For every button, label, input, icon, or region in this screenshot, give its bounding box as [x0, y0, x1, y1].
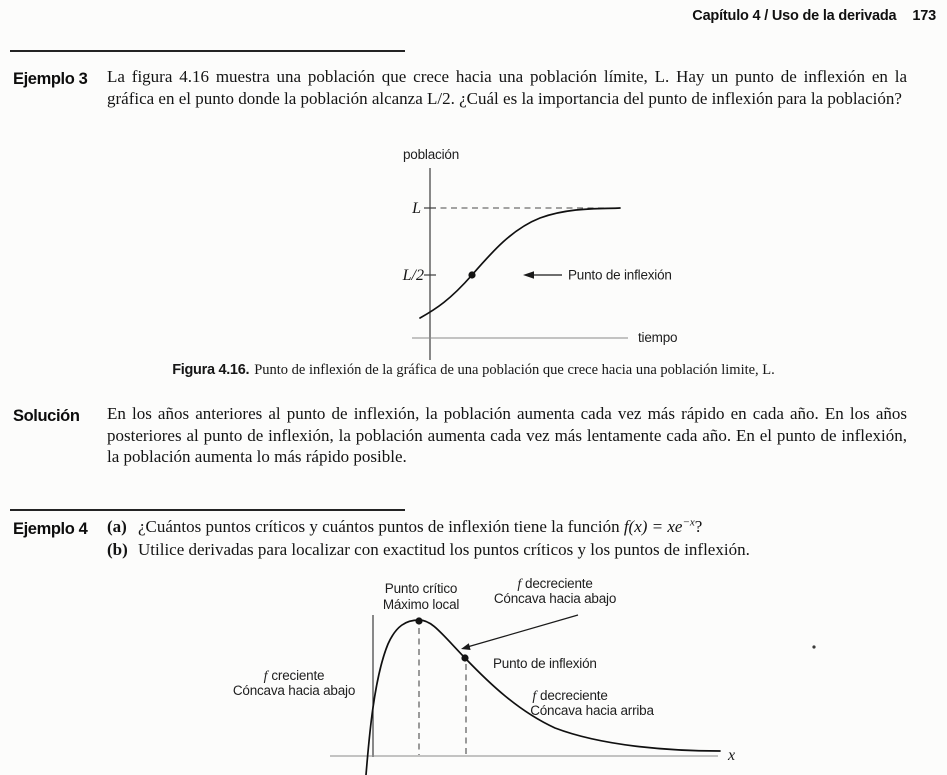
- inflection-point-dot: [461, 654, 468, 661]
- y-axis-label: población: [403, 147, 459, 162]
- example4-items: [107, 516, 927, 561]
- page-number: 173: [912, 8, 936, 24]
- figure-caption-text: Punto de inflexión de la gráfica de una población que crece hacia una población limite, L.: [254, 362, 775, 378]
- critical-point-label-line1: Punto crítico: [384, 581, 458, 596]
- inflection-annotation: Punto de inflexión: [493, 656, 597, 671]
- annotation-arrow-line: [469, 615, 578, 647]
- population-curve: [420, 208, 620, 318]
- figure-4-16-population-graph: [388, 145, 698, 360]
- running-head: [692, 8, 936, 24]
- solution-body: En los años anteriores al punto de inflexión, la población aumenta cada vez más rápido en cada año. En los años posteriores al punto de inflexión, la población aumenta cada vez más lentamente cada año. En el punto de inflexión, la población aumenta lo más rápido posible.: [107, 404, 907, 467]
- item-b-text: Utilice derivadas para localizar con exactitud los puntos críticos y los puntos de inflexión.: [138, 539, 750, 559]
- inflection-annotation: Punto de inflexión: [568, 267, 672, 283]
- item-a-marker: (a): [107, 517, 127, 536]
- chapter-title: Capítulo 4 / Uso de la derivada: [692, 8, 897, 24]
- section-divider: [10, 50, 405, 52]
- item-a-formula-exponent: −x: [682, 516, 695, 529]
- example4-item-a: [107, 516, 927, 539]
- ink-speck: [812, 645, 815, 648]
- example4-item-b: [107, 539, 927, 562]
- example4-label: Ejemplo 4: [13, 519, 88, 538]
- decreasing-concave-up-label-line2: Cóncava hacia arriba: [530, 703, 654, 718]
- figure-4-16-caption: [0, 362, 947, 379]
- critical-point-label-line2: Máximo local: [382, 597, 460, 612]
- x-axis-label: tiempo: [638, 330, 678, 345]
- limit-tick-label: L: [412, 200, 421, 217]
- section-divider: [10, 509, 405, 511]
- decreasing-concave-down-label-line1: f decreciente: [517, 576, 593, 592]
- figure-caption-label: Figura 4.16.: [172, 362, 250, 378]
- example3-label: Ejemplo 3: [13, 69, 88, 88]
- increasing-concave-down-label-line1: f creciente: [263, 668, 325, 684]
- increasing-concave-down-label-line2: Cóncava hacia abajo: [232, 683, 356, 698]
- decreasing-concave-down-label-line2: Cóncava hacia abajo: [493, 591, 617, 606]
- example4-function-graph: [230, 570, 850, 775]
- local-max-dot: [415, 617, 422, 624]
- item-b-marker: (b): [107, 539, 128, 559]
- example3-body: La figura 4.16 muestra una población que crece hacia una población límite, L. Hay un punto de inflexión en la gráfica en el punto donde la población alcanza L/2. ¿Cuál es la importancia del punto de inflexión para la población?: [107, 67, 907, 108]
- item-a-suffix: ?: [694, 517, 703, 536]
- half-limit-tick-label: L/2: [402, 267, 424, 284]
- item-a-text: [138, 516, 702, 539]
- left-arrowhead-icon: [523, 271, 534, 278]
- item-a-formula: f(x) = xe: [623, 517, 683, 536]
- decreasing-concave-up-label-line1: f decreciente: [532, 688, 608, 704]
- solution-label: Solución: [13, 406, 80, 425]
- x-axis-label: x: [728, 747, 736, 764]
- inflection-point-dot: [468, 271, 475, 278]
- item-a-question: ¿Cuántos puntos críticos y cuántos puntos de inflexión tiene la función: [138, 517, 624, 536]
- down-left-arrowhead-icon: [461, 643, 471, 650]
